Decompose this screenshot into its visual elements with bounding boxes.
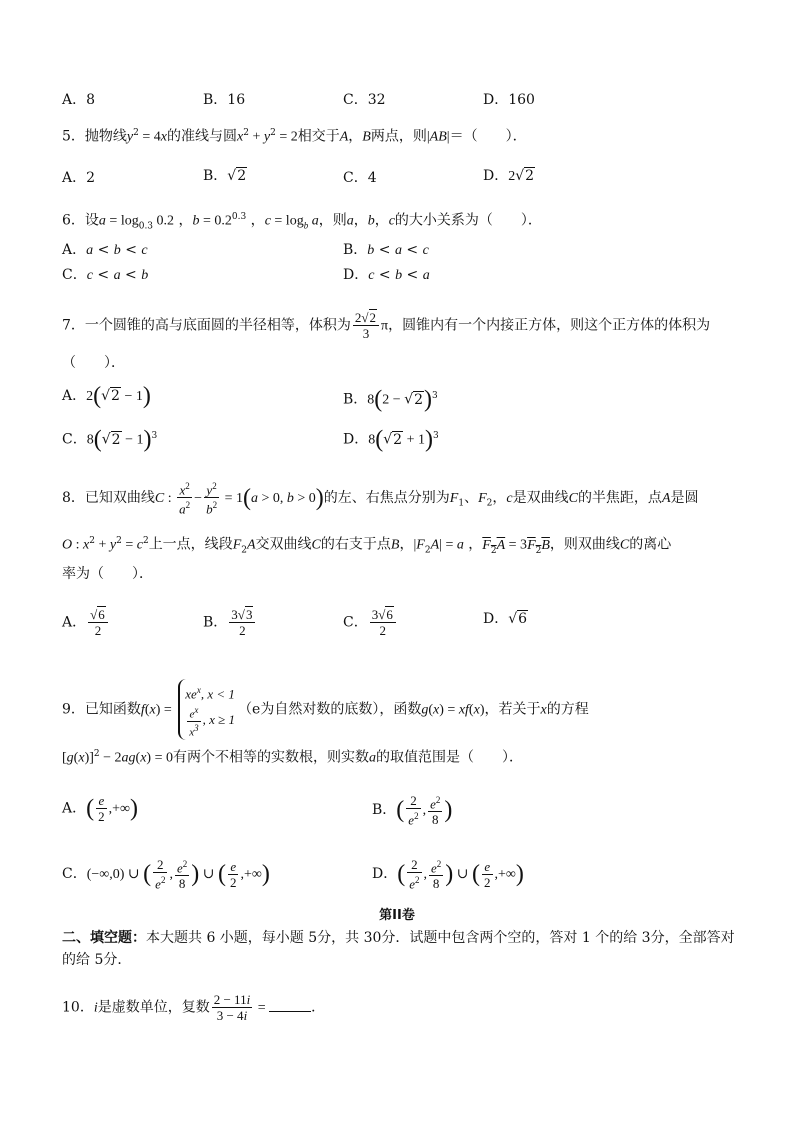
q8-option-d: D．√6 [483, 611, 528, 627]
q5-option-d: D．2√2 [483, 168, 535, 184]
q4-option-a: A．8 [62, 92, 96, 108]
fill-in-instructions-line2: 的给 5分． [62, 952, 132, 968]
question-9-line2: $[g(x)]^2 - 2ag(x) = 0$有两个不相等的实数根，则实数a的取值范围是（ ）． [62, 749, 523, 766]
q4-option-c: C．32 [343, 92, 386, 108]
q8-option-c: C． $\frac{3√6}{2}$ [343, 607, 398, 638]
q5-option-a: A．2 [62, 170, 96, 186]
q9-option-b: B．( $\frac{2}{e^2}$ , $\frac{e^2}{8}$ ) [372, 793, 453, 828]
q6-option-d: D．c < b < a [343, 267, 430, 283]
question-5: 5．抛物线$y^2 = 4x$的准线与圆$x^2 + y^2 = 2$相交于A，B两点，则|AB|＝（ ）． [62, 128, 527, 145]
q7-option-b: B．$8(2 - √2)^3$ [343, 386, 438, 413]
q7-option-a: A．2(√2 − 1) [62, 383, 151, 409]
question-9: 9．已知函数f(x) = $xe^x$, x < 1 $\frac{e^x}{x^3}$ , x ≥ 1 （e为自然对数的底数），函数g(x) = xf(x)，若关于x的方程 [62, 679, 589, 740]
question-8-line3: 率为（ ）． [62, 566, 153, 582]
answer-blank[interactable] [269, 997, 311, 1012]
q9-option-c: C．(−∞,0) ∪ ( $\frac{2}{e^2}$ , $\frac{e^2}{8}$ ) ∪ ( $\frac{e}{2}$ ,+∞) [62, 857, 270, 892]
q5-option-c: C．4 [343, 170, 377, 186]
question-8: 8．已知双曲线C : $\frac{x^2}{a^2}$ − $\frac{y^2}{b^2}$ = 1(a > 0, b > 0)的左、右焦点分别为$F_1$、$F_2$，c是双曲线C的半焦距，点A是圆 [62, 481, 699, 517]
question-8-line2: O : $x^2 + y^2 = c^2$上一点，线段$F_2A$交双曲线C的右支于点B，$|F_2A| = a$ ，$F_2A = 3F_2B$，则双曲线C的离心 [62, 536, 672, 556]
q6-option-c: C．c < a < b [62, 267, 149, 283]
q7-option-d: D．$8(√2 + 1)^3$ [343, 426, 439, 453]
q4-option-b: B．16 [203, 92, 246, 108]
question-10: 10．i是虚数单位，复数 $\frac{2 - 11i}{3 - 4i}$ = ． [62, 992, 326, 1023]
question-7: 7．一个圆锥的高与底面圆的半径相等，体积为 $\frac{2√2}{3}$ π，圆锥内有一个内接正方体，则这个正方体的体积为 [62, 310, 711, 341]
q5-option-b: B．√2 [203, 168, 247, 184]
question-7-paren: （ ）． [62, 355, 125, 371]
q7-option-c: C．$8(√2 - 1)^3$ [62, 426, 158, 453]
fill-in-instructions: 二、填空题：本大题共 6 小题，每小题 5分，共 30分．试题中包含两个空的，答对 1 个的给 3分，全部答对 [62, 930, 735, 946]
q6-option-a: A．a < b < c [62, 242, 148, 258]
section-title: 第II卷 [379, 908, 415, 923]
question-6: 6．设$a = \log_{0.3} 0.2$ ，$b = 0.2^{0.3}$ ，$c = \log_b a$，则a，b，c的大小关系为（ ）． [62, 212, 542, 232]
q9-option-d: D．( $\frac{2}{e^2}$ , $\frac{e^2}{8}$ ) ∪ ( $\frac{e}{2}$ ,+∞) [372, 857, 524, 892]
q8-option-b: B． $\frac{3√3}{2}$ [203, 607, 257, 638]
q6-option-b: B．b < a < c [343, 242, 429, 258]
q9-option-a: A．( $\frac{e}{2}$ ,+∞) [62, 793, 139, 824]
q4-option-d: D．160 [483, 92, 535, 108]
q8-option-a: A． $\frac{√6}{2}$ [62, 607, 110, 638]
